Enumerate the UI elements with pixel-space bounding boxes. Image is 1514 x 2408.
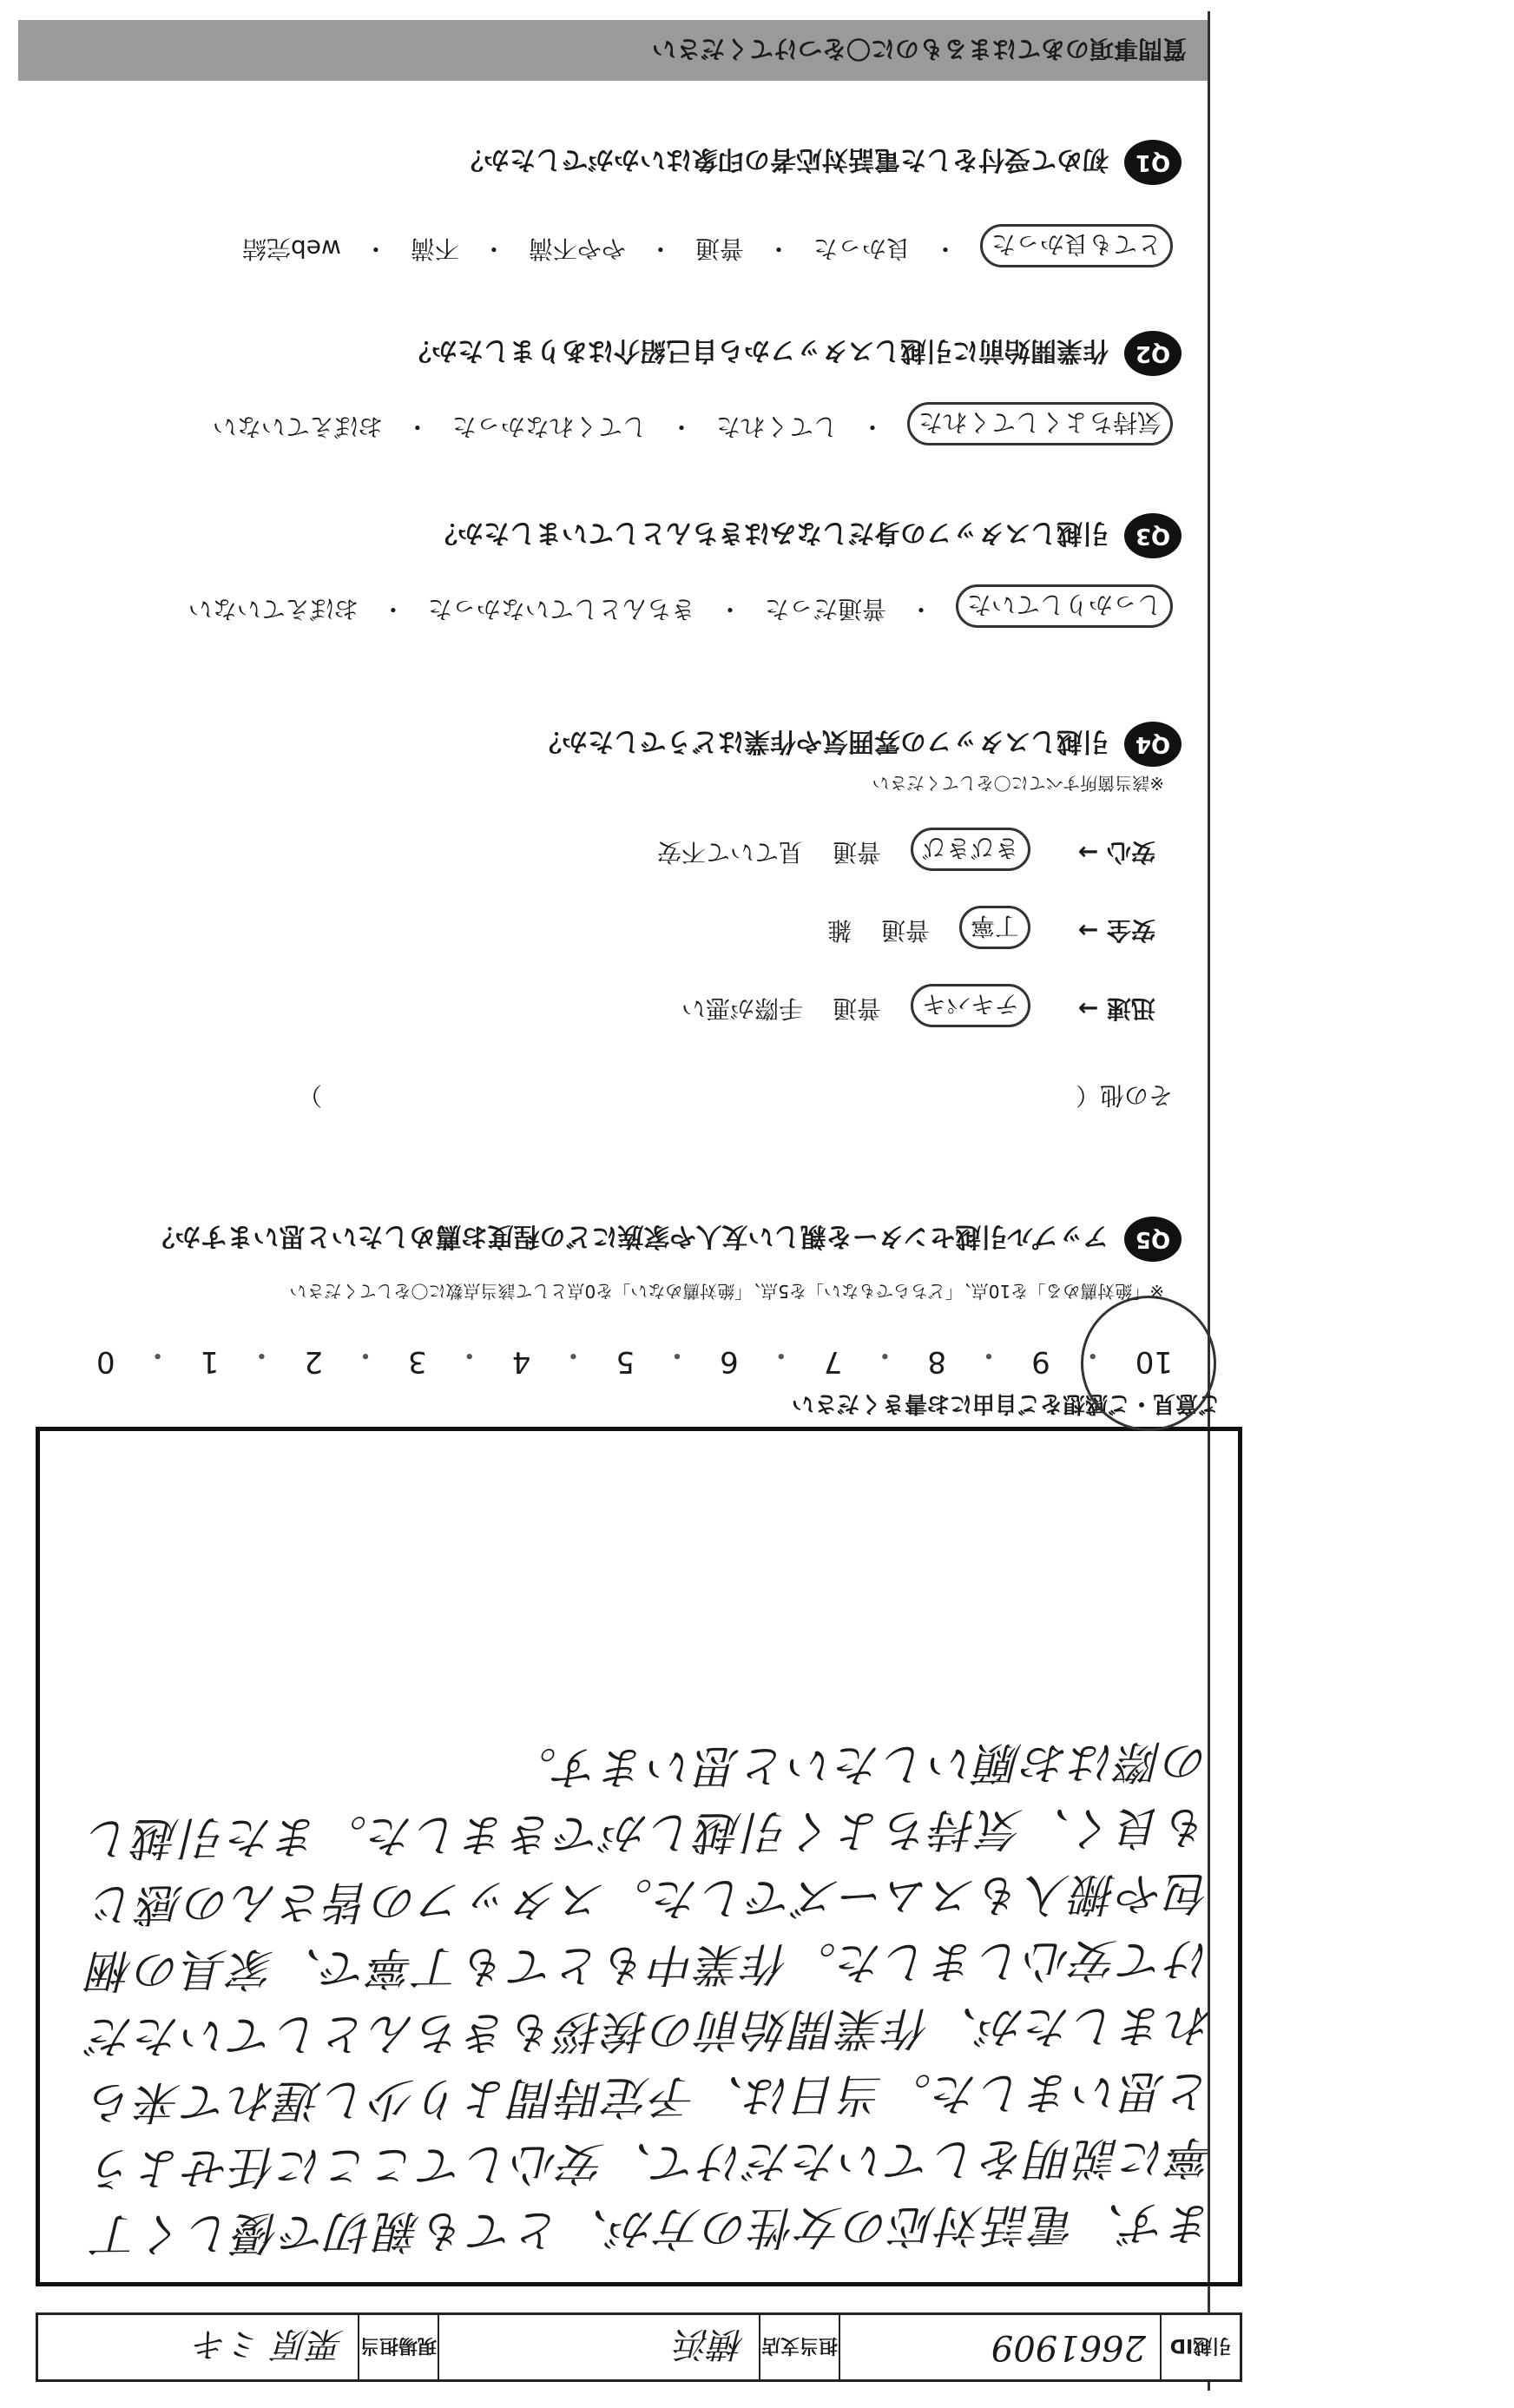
q1-options: とても良かった ・ 良かった ・ 普通 ・ やや不満 ・ 不満 ・ web完結 [242, 224, 1173, 267]
q4-speed-opt1[interactable]: テキパキ [911, 984, 1030, 1027]
q2-badge: Q2 [1124, 331, 1182, 376]
q2-opt3[interactable]: してくれなかった [451, 412, 647, 441]
q4-trust-opt2[interactable]: 普通 [832, 838, 881, 867]
q4-row-speed [681, 984, 1155, 1027]
scale-7[interactable]: 7 [823, 1344, 843, 1379]
q1-opt2[interactable]: 良かった [813, 234, 911, 263]
scale-5[interactable]: 5 [615, 1344, 635, 1379]
q4-speed-key: 迅速 → [1077, 994, 1155, 1023]
q4-badge: Q4 [1124, 722, 1182, 767]
branch-value: 横浜 [438, 2315, 759, 2379]
id-value: 2661909 [839, 2315, 1160, 2379]
handwritten-comment: まず、電話対応の女性の方が、とても親切で優しく丁寧に説明をしていただけて、安心してここに任せようと思いました。当日は、予定時間より少し遅れて来られましたが、作業開始前の挨拶もきちんとしていただけて安心しました。作業中もとても丁寧で、家具の梱包や搬入もスムーズでした。スタッフの皆さんの感じも良く、気持ちよく引越しができました。また引越しの際はお願いしたいと思います。 [85, 1734, 1215, 2260]
q4-trust-key: 安心 → [1077, 838, 1155, 867]
comment-title: ご意見・ご感想をご自由にお書きください [791, 1390, 1221, 1416]
q5-note: ※「絶対薦める」を10点、「どちらでもない」を5点、「絶対薦めない」を0点として該当点数に〇をしてください [289, 1281, 1164, 1302]
q4-safety-opt3[interactable]: 雑 [826, 916, 852, 945]
q4-question: 引越しスタッフの雰囲気や作業はどうでしたか？ [536, 726, 1109, 756]
q3-row [431, 513, 1182, 558]
q4-speed-opt2[interactable]: 普通 [832, 994, 881, 1023]
scale-4[interactable]: 4 [511, 1344, 531, 1379]
q4-other [298, 1079, 1173, 1114]
q4-row [536, 722, 1182, 767]
q3-opt2[interactable]: 普通だった [764, 595, 886, 623]
q4-row-safety [827, 906, 1155, 949]
instruction-bar [18, 20, 1208, 81]
q4-trust-opt3[interactable]: 見ていて不安 [656, 838, 803, 867]
staff-value: 栗原 ミキ [194, 2324, 344, 2365]
q1-opt4[interactable]: やや不満 [528, 234, 626, 263]
q3-opt4[interactable]: おぼえていない [188, 595, 359, 623]
q5-question: アップル引越センターを親しい友人や家族にどの程度お薦めしたいと思いますか？ [148, 1221, 1109, 1251]
q4-speed-opt3[interactable]: 手際が悪い [681, 994, 803, 1023]
q2-opt1[interactable]: 気持ちよくしてくれた [907, 402, 1173, 445]
q5-badge: Q5 [1124, 1217, 1182, 1262]
scale-3[interactable]: 3 [408, 1344, 427, 1379]
q4-note: ※該当箇所すべてに〇をしてください [872, 773, 1164, 794]
scale-8[interactable]: 8 [927, 1344, 947, 1379]
recommend-scale: 10 ・ 9 ・ 8 ・ 7 ・ 6 ・ 5 ・ 4 ・ 3 ・ 2 ・ 1 ・ 0 [96, 1337, 1173, 1379]
scale-0[interactable]: 0 [96, 1344, 115, 1379]
q3-opt1[interactable]: しっかりしていた [956, 584, 1173, 628]
q5-row [110, 1217, 1182, 1262]
q1-row [457, 140, 1182, 185]
q1-opt5[interactable]: 不満 [410, 234, 459, 263]
scale-1[interactable]: 1 [200, 1344, 220, 1379]
q1-opt3[interactable]: 普通 [694, 234, 744, 263]
staff-label: 現場担当 [358, 2315, 438, 2379]
q1-question: 初めて受付をした電話対応者の印象はいかがでしたか？ [457, 144, 1109, 175]
q2-options: 気持ちよくしてくれた ・ してくれた ・ してくれなかった ・ おぼえていない [213, 402, 1173, 445]
id-label: 引越ID [1160, 2315, 1240, 2379]
q2-row [405, 331, 1182, 376]
q3-question: 引越しスタッフの身だしなみはきちんとしていましたか？ [431, 518, 1109, 548]
q4-other-label[interactable]: その他（ ） [297, 1081, 1173, 1110]
q4-safety-key: 安全 → [1077, 916, 1155, 945]
branch-label: 担当支店 [759, 2315, 839, 2379]
q3-opt3[interactable]: きちんとしていなかった [427, 595, 695, 623]
q2-opt2[interactable]: してくれた [715, 412, 838, 441]
q4-trust-opt1[interactable]: きびきび [911, 828, 1030, 871]
scale-6[interactable]: 6 [720, 1344, 739, 1379]
q1-opt1[interactable]: とても良かった [980, 224, 1173, 267]
q4-safety-opt1[interactable]: 丁寧 [959, 906, 1030, 949]
scale-2[interactable]: 2 [304, 1344, 323, 1379]
instruction-text: 質問事項のあてはまるものに〇をつけてください [651, 35, 1187, 63]
comment-box [36, 1390, 1242, 2286]
q4-safety-opt2[interactable]: 普通 [880, 916, 930, 945]
q1-badge: Q1 [1124, 140, 1182, 185]
q2-question: 作業開始前に引越しスタッフから自己紹介はありましたか？ [405, 335, 1109, 366]
scale-10[interactable]: 10 [1136, 1336, 1173, 1379]
q4-row-trust [657, 828, 1155, 871]
q3-options: しっかりしていた ・ 普通だった ・ きちんとしていなかった ・ おぼえていない [188, 584, 1173, 628]
scale-9[interactable]: 9 [1031, 1344, 1050, 1379]
header-table [36, 2312, 1242, 2382]
survey-page [18, 11, 1232, 2391]
q3-badge: Q3 [1124, 513, 1182, 558]
q2-opt4[interactable]: おぼえていない [212, 412, 383, 441]
q1-opt6[interactable]: web完結 [241, 234, 341, 263]
